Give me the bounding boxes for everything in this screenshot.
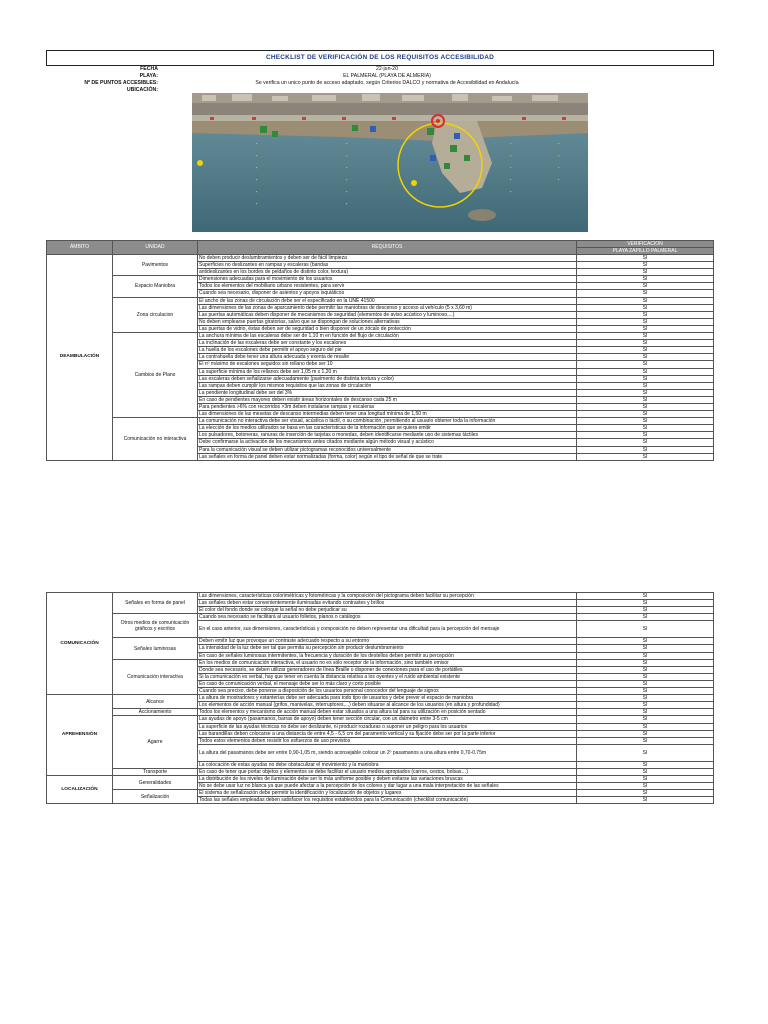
verificacion-cell: SI (577, 744, 714, 761)
requisito-cell: Para pendientes >6% con recorridos >3m deben instalarse rampas y escaleras (198, 403, 577, 410)
requisito-cell: La huella de los escalones debe permitir el apoyo seguro del pie (198, 347, 577, 354)
header-ambito: ÁMBITO (47, 241, 113, 255)
verificacion-cell: SI (577, 680, 714, 687)
requisito-cell: Cuando sea necesario, disponer de asientos y apoyos isquiáticos (198, 290, 577, 297)
unidad-cell: Espacio Maniobra (113, 276, 198, 297)
map-illustration (192, 93, 588, 232)
unidad-cell: Cambios de Plano (113, 333, 198, 418)
requisito-cell: Las dimensiones de las zonas de aparcamiento debe permitir las maniobras de descenso y acceso al vehículo (5 x 3,60 m) (198, 304, 577, 311)
requisito-cell: En caso de tener que portar objetos y elementos se debe facilitar el usuario medios apropiados (carros, cestos, bolsas…) (198, 768, 577, 775)
checklist-table-2 (46, 592, 714, 804)
verificacion-cell: SI (577, 283, 714, 290)
table-row (47, 255, 714, 262)
requisito-cell: antideslizantes en los bordes de peldaños de distinto color, textura) (198, 269, 577, 276)
requisito-cell: El nº máximo de escalones seguidos sin rellano debe ser 10 (198, 361, 577, 368)
requisito-cell: El sistema de señalización debe permitir la identificación y localización de objetos y lugares (198, 790, 577, 797)
requisito-cell: La superficie de las ayudas técnicas no debe ser deslizante, ni producir rozaduras o suponer un peligro para los usuarios (198, 723, 577, 730)
table-row (47, 276, 714, 283)
verificacion-cell: SI (577, 276, 714, 283)
verificacion-cell: SI (577, 737, 714, 744)
table-row (47, 709, 714, 716)
requisito-cell: Donde sea necesario, se deben utilizar generadores de línea Braille o disponer de conexiones para el uso de portátiles (198, 666, 577, 673)
verificacion-cell: SI (577, 768, 714, 775)
verificacion-cell: SI (577, 797, 714, 804)
requisito-cell: En los medios de comunicación interactiva, el usuario no es sólo receptor de la información, sino también emisor (198, 659, 577, 666)
verificacion-cell: SI (577, 652, 714, 659)
ambito-cell: COMUNICACIÓN (47, 593, 113, 695)
beach-aerial-map (192, 93, 588, 232)
requisito-cell: No se debe usar luz no blanca ya que puede afectar a la percepción de los colores y dar lugar a una mala interpretación de las señales (198, 783, 577, 790)
verificacion-cell: SI (577, 783, 714, 790)
table-row (47, 418, 714, 425)
requisito-cell: Debe confirmarse la activación de los mecanismos antes citados mediante algún método visual y acústico (198, 439, 577, 446)
info-row-playa (46, 73, 712, 80)
verificacion-cell: SI (577, 730, 714, 737)
verificacion-cell: SI (577, 638, 714, 645)
verificacion-cell: SI (577, 340, 714, 347)
requisito-cell: Las escaleras deben señalizarse adecuadamente (pavimento de distinta textura y color) (198, 375, 577, 382)
info-value: 22-jun-20 (376, 66, 398, 72)
unidad-cell: Agarre (113, 716, 198, 768)
requisito-cell: La superficie mínima de los rellanos debe ser 1,05 m x 1,20 m (198, 368, 577, 375)
verificacion-cell: SI (577, 775, 714, 782)
verificacion-cell: SI (577, 453, 714, 460)
requisito-cell: Las puertas de vidrio, éstas deben ser de seguridad o bien disponer de un zócalo de protección (198, 325, 577, 332)
checklist-title: CHECKLIST DE VERIFICACIÓN DE LOS REQUISITOS ACCESIBILIDAD (46, 50, 714, 66)
verificacion-cell: SI (577, 614, 714, 621)
unidad-cell: Señales luminosas (113, 638, 198, 659)
requisito-cell: Deben emitir luz que provoque un contraste adecuado respecto a su entorno (198, 638, 577, 645)
table-2-body (47, 593, 714, 804)
info-label: PLAYA: (139, 73, 158, 79)
requisito-cell: La altura de mostradores y estanterías debe ser adecuada para todo tipo de usuarios y debe prever el espacio de maniobra (198, 695, 577, 702)
info-label: UBICACIÓN: (126, 87, 158, 93)
header-unidad: UNIDAD (113, 241, 198, 255)
requisito-cell: Cuando sea preciso, debe ponerse a disposición de los usuarios personal conocedor del lenguaje de signos (198, 688, 577, 695)
verificacion-cell: SI (577, 290, 714, 297)
requisito-cell: La elección de los medios utilizados se basa en las características de la información que se quiera emitir (198, 425, 577, 432)
requisito-cell: Todos los elementos del mobiliario urbano resistentes, para servir (198, 283, 577, 290)
verificacion-cell: SI (577, 411, 714, 418)
verificacion-cell: SI (577, 446, 714, 453)
table-row (47, 768, 714, 775)
verificacion-cell: SI (577, 262, 714, 269)
info-row-puntos (46, 80, 712, 87)
table-row (47, 638, 714, 645)
verificacion-cell: SI (577, 716, 714, 723)
table-row (47, 716, 714, 723)
requisito-cell: La intensidad de la luz debe ser tal que permita su percepción sin producir deslumbramiento (198, 645, 577, 652)
verificacion-cell: SI (577, 607, 714, 614)
verificacion-cell: SI (577, 382, 714, 389)
requisito-cell: En caso de pendientes mayores deben existir áreas horizontales de descanso cada 25 m (198, 396, 577, 403)
info-block (46, 66, 712, 94)
requisito-cell: La distribución de los niveles de iluminación debe ser lo más uniforme posible y deben evitarse las variaciones bruscas (198, 775, 577, 782)
requisito-cell: En el caso anterior, sus dimensiones, características y composición no deben representar una dificultad para la percepción del mensaje (198, 621, 577, 638)
requisito-cell: Todos los elementos y mecanismo de acción manual deben estar situados a una altura tal para su utilización en posición sentado (198, 709, 577, 716)
unidad-cell: Pavimentos (113, 255, 198, 276)
verificacion-cell: SI (577, 425, 714, 432)
verificacion-cell: SI (577, 255, 714, 262)
verificacion-cell: SI (577, 600, 714, 607)
verificacion-cell: SI (577, 645, 714, 652)
table-row (47, 333, 714, 340)
requisito-cell: La pendiente longitudinal debe ser del 3% (198, 389, 577, 396)
unidad-cell: Accionamiento (113, 709, 198, 716)
requisito-cell: La anchura mínima de las escaleras debe ser de 1,10 m en función del flujo de circulación (198, 333, 577, 340)
header-verificacion-sub: PLAYA ZAPILLO PALMERAL (577, 248, 714, 255)
verificacion-cell: SI (577, 439, 714, 446)
table-header-row (47, 241, 714, 248)
verificacion-cell: SI (577, 297, 714, 304)
verificacion-cell: SI (577, 325, 714, 332)
requisito-cell: La comunicación no interactiva debe ser visual, acústica o táctil, o su combinación, permitiendo al usuario obtener toda la información (198, 418, 577, 425)
table-1-body (47, 255, 714, 461)
requisito-cell: Los elementos de acción manual (grifos, manivelas, interruptores,...) deben situarse al alcance de los usuarios (en altura y profundidad) (198, 702, 577, 709)
requisito-cell: El ancho de las zonas de circulación debe ser el especificado en la UNE 41500 (198, 297, 577, 304)
requisito-cell: Las señales en forma de panel deben estar normalizadas (forma, color) según el tipo de señal de que se trate (198, 453, 577, 460)
verificacion-cell: SI (577, 432, 714, 439)
info-label: Nº DE PUNTOS ACCESIBLES: (84, 80, 158, 86)
requisito-cell: Todos estos elementos deben resistir los esfuerzos de uso previstos (198, 737, 577, 744)
verificacion-cell: SI (577, 723, 714, 730)
requisito-cell: Las ayudas de apoyo (pasamanos, barras de apoyo) deben tener sección circular, con un diámetro entre 3-5 cm (198, 716, 577, 723)
requisito-cell: Las rampas deben cumplir los mismos requisitos que las zonas de circulación (198, 382, 577, 389)
verificacion-cell: SI (577, 695, 714, 702)
unidad-cell: Otros medios de comunicación gráficos y escritos (113, 614, 198, 638)
verificacion-cell: SI (577, 333, 714, 340)
verificacion-cell: SI (577, 403, 714, 410)
requisito-cell: La colocación de estas ayudas no debe obstaculizar el movimiento y la maniobra (198, 761, 577, 768)
verificacion-cell: SI (577, 593, 714, 600)
unidad-cell: Comunicación interactiva (113, 659, 198, 694)
header-verificacion: VERIFICACIÓN (577, 241, 714, 248)
unidad-cell: Señales en forma de panel (113, 593, 198, 614)
verificacion-cell: SI (577, 418, 714, 425)
requisito-cell: Para la comunicación visual se deben utilizar pictogramas reconocidos universalmente (198, 446, 577, 453)
verificacion-cell: SI (577, 666, 714, 673)
info-row-fecha (46, 66, 712, 73)
requisito-cell: Las barandillas deben colocarse a una distancia de entre 4,5 - 6,5 cm del paramento vertical y su fijación debe ser por la parte inferior (198, 730, 577, 737)
unidad-cell: Alcance (113, 695, 198, 709)
unidad-cell: Zona circulacion (113, 297, 198, 332)
verificacion-cell: SI (577, 790, 714, 797)
ambito-cell: APREHENSIÓN (47, 695, 113, 776)
verificacion-cell: SI (577, 347, 714, 354)
verificacion-cell: SI (577, 659, 714, 666)
requisito-cell: Los pulsadores, botoneras, ranuras de inserción de tarjetas o monedas, deben identificarse mediante uso de sistemas táctiles (198, 432, 577, 439)
verificacion-cell: SI (577, 361, 714, 368)
verificacion-cell: SI (577, 396, 714, 403)
verificacion-cell: SI (577, 702, 714, 709)
table-row (47, 614, 714, 621)
verificacion-cell: SI (577, 375, 714, 382)
requisito-cell: Las dimensiones de las mesetas de descanso intermedias deben tener una longitud mínima de 1,50 m (198, 411, 577, 418)
table-row (47, 790, 714, 797)
verificacion-cell: SI (577, 368, 714, 375)
unidad-cell: Transporte (113, 768, 198, 775)
requisito-cell: En caso de comunicación verbal, el mensaje debe ser lo más claro y corto posible (198, 680, 577, 687)
verificacion-cell: SI (577, 709, 714, 716)
table-row (47, 593, 714, 600)
table-row (47, 297, 714, 304)
verificacion-cell: SI (577, 311, 714, 318)
requisito-cell: La inclinación de las escaleras debe ser constante y los escalones (198, 340, 577, 347)
header-requisitos: REQUISITOS (198, 241, 577, 255)
verificacion-cell: SI (577, 688, 714, 695)
table-row (47, 659, 714, 666)
requisito-cell: Cuando sea necesario se facilitará al usuario folletos, planos o catálogos (198, 614, 577, 621)
verificacion-cell: SI (577, 354, 714, 361)
checklist-table-1 (46, 240, 714, 461)
verificacion-cell: SI (577, 621, 714, 638)
ambito-cell: LOCALIZACIÓN (47, 775, 113, 803)
requisito-cell: No deben producir deslumbramientos y deben ser de fácil limpieza (198, 255, 577, 262)
table-row (47, 695, 714, 702)
verificacion-cell: SI (577, 318, 714, 325)
requisito-cell: Si la comunicación es verbal, hay que tener en cuenta la distancia relativa a los oyentes y el ruido ambiental existente (198, 673, 577, 680)
requisito-cell: Las señales deben estar convenientemente iluminadas evitando contrastes y brillos (198, 600, 577, 607)
requisito-cell: En caso de señales luminosas intermitentes, la frecuencia y duración de los destellos deben permitir su percepción (198, 652, 577, 659)
unidad-cell: Señalización (113, 790, 198, 804)
table-row (47, 775, 714, 782)
requisito-cell: Todas las señales empleadas deben satisfacer los requisitos establecidos para la Comunicación (checklist comunicación) (198, 797, 577, 804)
verificacion-cell: SI (577, 673, 714, 680)
unidad-cell: Comunicación no interactiva (113, 418, 198, 461)
requisito-cell: Superficies no deslizantes en rampas y escaleras (bandas (198, 262, 577, 269)
info-label: FECHA (140, 66, 158, 72)
info-value: EL PALMERAL (PLAYA DE ALMERIA) (343, 73, 431, 79)
info-value: Se verifica un unico punto de acceso adaptado, según Criterios DALCO y normativa de Accesibilidad en Andalucía (255, 80, 519, 86)
requisito-cell: Dimensiones adecuadas para el movimiento de los usuarios (198, 276, 577, 283)
verificacion-cell: SI (577, 761, 714, 768)
ambito-cell: DEAMBULACIÓN (47, 255, 113, 461)
verificacion-cell: SI (577, 304, 714, 311)
unidad-cell: Generalidades (113, 775, 198, 789)
verificacion-cell: SI (577, 389, 714, 396)
requisito-cell: La altura del pasamanos debe ser entre 0,90-1,05 m, siendo aconsejable colocar un 2º pasamanos a una altura entre 0,70-0.75m (198, 744, 577, 761)
requisito-cell: El color del fondo donde se coloque la señal no debe perjudicar su (198, 607, 577, 614)
requisito-cell: No deben emplearse puertas giratorias, salvo que se dispongan de soluciones alternativas (198, 318, 577, 325)
requisito-cell: Las dimensiones, características colorimétricas y fotométricas y la composición del pictograma deben facilitar su percepción (198, 593, 577, 600)
requisito-cell: La contrahuella debe tener una altura adecuada y exenta de resalte (198, 354, 577, 361)
requisito-cell: Las puertas automáticas deben disponer de mecanismos de seguridad (elementos de aviso acústico y luminoso,...) (198, 311, 577, 318)
verificacion-cell: SI (577, 269, 714, 276)
